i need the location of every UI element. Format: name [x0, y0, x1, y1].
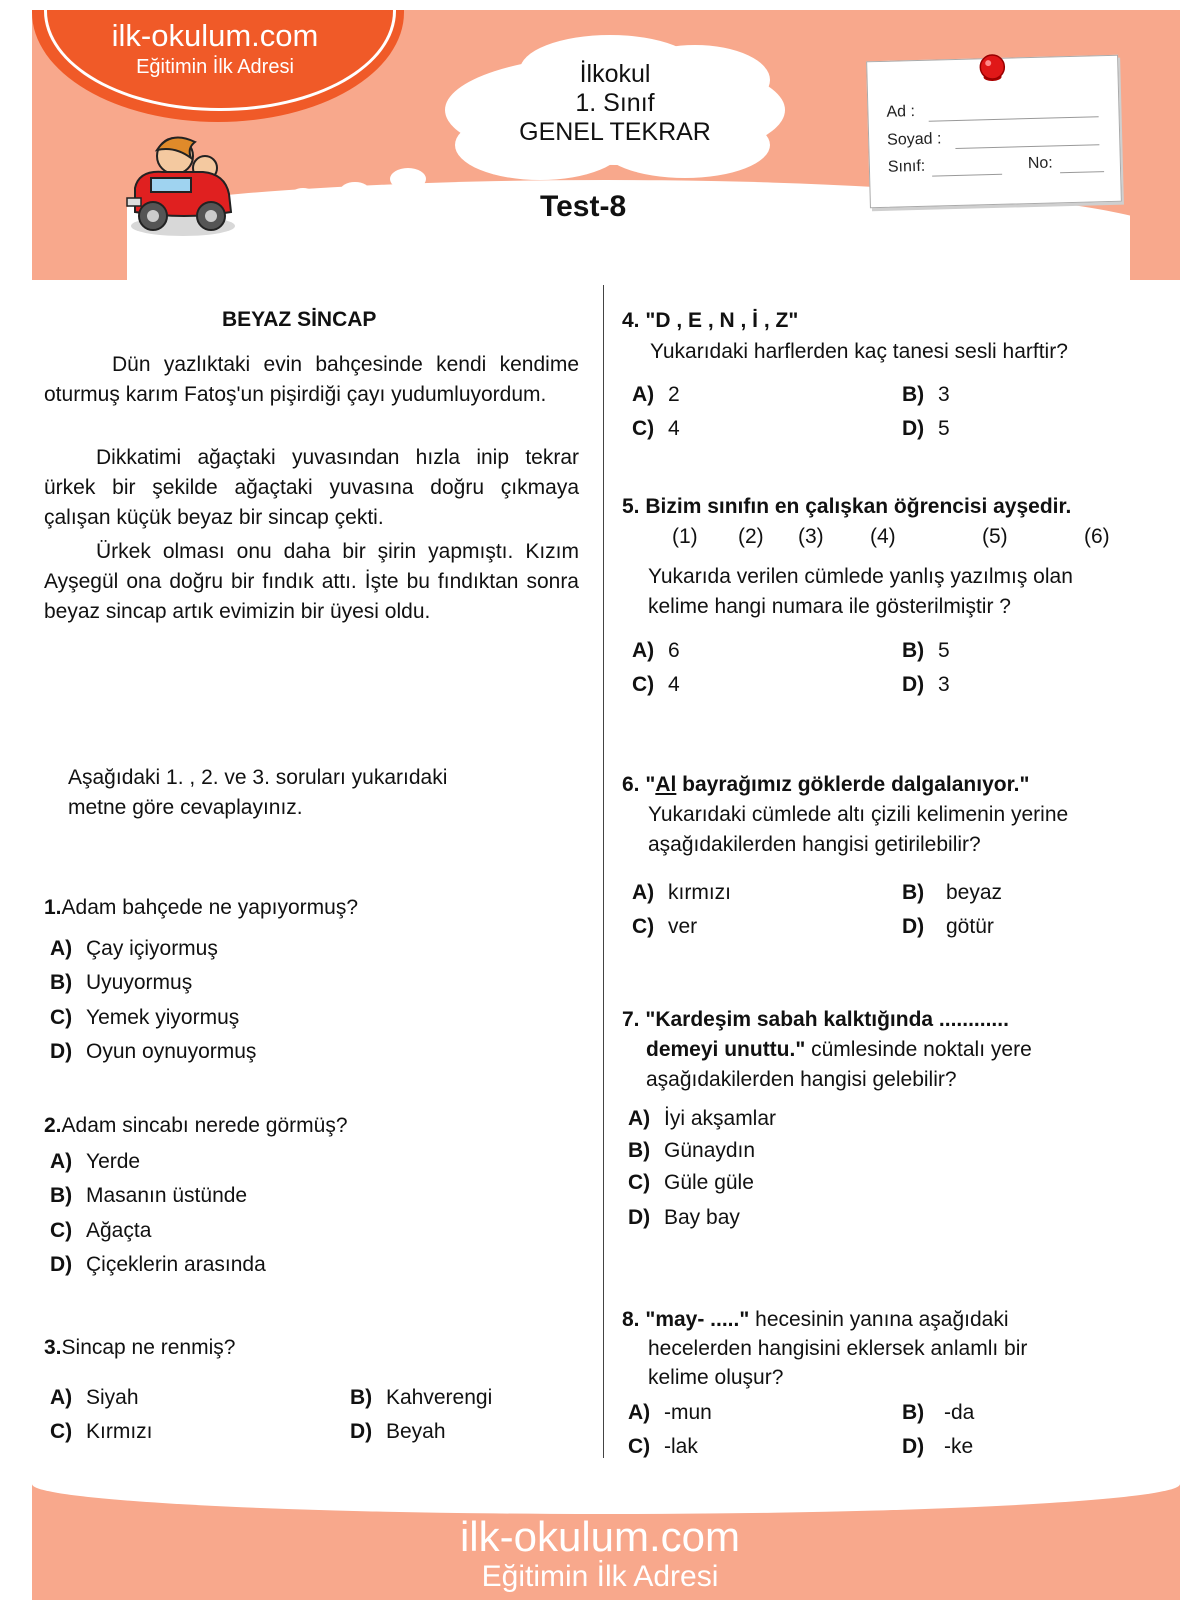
- option-text: Bay bay: [664, 1206, 740, 1229]
- option-text: Ağaçta: [86, 1219, 152, 1242]
- option-2c[interactable]: [50, 1216, 151, 1246]
- option-6c[interactable]: [632, 912, 697, 942]
- option-text: Uyuyormuş: [86, 971, 193, 994]
- option-label: D): [350, 1420, 373, 1443]
- option-label: B): [902, 639, 925, 662]
- option-text: 3: [938, 673, 950, 696]
- option-text: 2: [668, 383, 680, 406]
- word-marker: (4): [870, 525, 896, 548]
- option-3a[interactable]: [50, 1383, 139, 1413]
- option-label: A): [632, 383, 655, 406]
- option-label: D): [902, 417, 925, 440]
- word-marker: (2): [738, 525, 764, 548]
- question-head: "D , E , N , İ , Z": [645, 309, 799, 332]
- question-text: Yukarıdaki cümlede altı çizili kelimenin yerine: [648, 803, 1069, 826]
- question-text: cümlesinde noktalı yere: [805, 1038, 1032, 1061]
- option-text: -mun: [664, 1401, 712, 1424]
- question-number: 2.: [44, 1114, 62, 1137]
- number-field-label: No:: [1027, 154, 1053, 173]
- grade-label: 1. Sınıf: [575, 89, 655, 117]
- option-8c[interactable]: [628, 1432, 698, 1462]
- question-text: hecelerden hangisini eklersek anlamlı bir: [648, 1337, 1028, 1360]
- option-label: A): [50, 1386, 73, 1409]
- thought-bubble-dot: [390, 168, 426, 190]
- option-1c[interactable]: [50, 1003, 239, 1033]
- question-4-head: [622, 306, 798, 336]
- question-text: kelime oluşur?: [648, 1366, 784, 1389]
- pushpin-icon: [972, 51, 1013, 92]
- surname-field-label: Soyad :: [886, 130, 942, 149]
- option-label: B): [50, 1184, 73, 1207]
- option-4b[interactable]: [902, 380, 950, 410]
- option-label: A): [632, 639, 655, 662]
- option-6d[interactable]: [902, 912, 994, 942]
- option-7c[interactable]: [628, 1168, 754, 1198]
- option-2b[interactable]: [50, 1181, 247, 1211]
- question-text: hecesinin yanına aşağıdaki: [749, 1308, 1009, 1331]
- option-label: C): [628, 1435, 651, 1458]
- option-text: Günaydın: [664, 1139, 756, 1162]
- option-label: A): [628, 1401, 651, 1424]
- story-paragraph: Dün yazlıktaki evin bahçesinde kendi kendime oturmuş karım Fatoş'un pişirdiği çayı yudumluyordum.: [44, 353, 579, 406]
- question-text: Sincap ne renmiş?: [61, 1336, 236, 1359]
- question-number: 4.: [622, 309, 640, 332]
- option-text: Kırmızı: [86, 1420, 153, 1443]
- option-4c[interactable]: [632, 414, 680, 444]
- question-head: Bizim sınıfın en çalışkan öğrencisi ayşedir.: [645, 495, 1072, 518]
- option-label: D): [902, 915, 925, 938]
- instruction-line: metne göre cevaplayınız.: [68, 796, 303, 819]
- question-text: kelime hangi numara ile gösterilmiştir ?: [648, 595, 1011, 618]
- option-text: Çiçeklerin arasında: [86, 1253, 266, 1276]
- option-label: A): [50, 937, 73, 960]
- question-2: [44, 1111, 348, 1141]
- class-field-label: Sınıf:: [887, 157, 926, 176]
- surname-field-line[interactable]: [955, 144, 1099, 149]
- option-label: C): [632, 673, 655, 696]
- option-3d[interactable]: [350, 1417, 446, 1447]
- word-marker: (1): [672, 525, 698, 548]
- column-divider: [603, 285, 604, 1458]
- thought-bubble-dot: [245, 200, 267, 214]
- question-6-head: [622, 770, 1029, 800]
- option-text: ver: [668, 915, 698, 938]
- name-field-label: Ad :: [886, 103, 916, 121]
- option-label: A): [632, 881, 655, 904]
- number-field-line[interactable]: [1060, 171, 1104, 173]
- option-text: 3: [938, 383, 950, 406]
- name-field-line[interactable]: [929, 116, 1099, 121]
- car-illustration-icon: [125, 128, 240, 246]
- student-info-card: [866, 55, 1122, 209]
- option-1a[interactable]: [50, 934, 218, 964]
- option-label: D): [902, 1435, 925, 1458]
- option-4a[interactable]: [632, 380, 680, 410]
- option-label: C): [50, 1219, 73, 1242]
- option-text: Kahverengi: [386, 1386, 493, 1409]
- question-head: "Kardeşim sabah kalktığında ............: [645, 1008, 1009, 1031]
- option-5d[interactable]: [902, 670, 950, 700]
- question-number: 7.: [622, 1008, 640, 1031]
- option-label: D): [902, 673, 925, 696]
- option-1b[interactable]: [50, 968, 192, 998]
- option-text: -ke: [944, 1435, 974, 1458]
- question-number: 5.: [622, 495, 640, 518]
- option-text: Yerde: [86, 1150, 141, 1173]
- story-paragraph: Ürkek olması onu daha bir şirin yapmıştı. Kızım Ayşegül ona doğru bir fındık attı. İşte bu fındıktan sonra beyaz sincap artık evimizin bir üyesi oldu.: [44, 540, 579, 623]
- option-text: Yemek yiyormuş: [86, 1006, 240, 1029]
- option-7d[interactable]: [628, 1203, 740, 1233]
- question-8-head: [622, 1305, 1009, 1335]
- question-5-head: [622, 492, 1071, 522]
- option-text: 6: [668, 639, 680, 662]
- option-text: 5: [938, 639, 950, 662]
- story-title: BEYAZ SİNCAP: [222, 308, 377, 331]
- question-number: 3.: [44, 1336, 62, 1359]
- option-text: 4: [668, 673, 680, 696]
- school-level: İlkokul: [579, 60, 651, 88]
- question-head-line2: [646, 1035, 1032, 1065]
- option-text: götür: [946, 915, 994, 938]
- question-head: demeyi unuttu.": [646, 1038, 806, 1061]
- question-text: aşağıdakilerden hangisi getirilebilir?: [648, 833, 981, 856]
- word-marker: (3): [798, 525, 824, 548]
- option-label: D): [628, 1206, 651, 1229]
- option-1d[interactable]: [50, 1037, 256, 1067]
- option-label: C): [50, 1420, 73, 1443]
- topic-title: GENEL TEKRAR: [519, 118, 711, 146]
- option-8d[interactable]: [902, 1432, 973, 1462]
- question-head: bayrağımız göklerde dalgalanıyor.": [676, 773, 1030, 796]
- story-paragraph: Dikkatimi ağaçtaki yuvasından hızla inip tekrar ürkek bir şekilde ağaçtaki yuvasına doğru çıkmaya çalışan küçük beyaz bir sincap çekti.: [44, 446, 579, 529]
- option-label: B): [628, 1139, 651, 1162]
- option-label: B): [350, 1386, 373, 1409]
- question-head: "may- .....": [645, 1308, 750, 1331]
- logo-subtitle: Eğitimin İlk Adresi: [136, 56, 294, 78]
- option-4d[interactable]: [902, 414, 950, 444]
- option-text: -lak: [664, 1435, 698, 1458]
- option-label: A): [628, 1107, 651, 1130]
- question-text: aşağıdakilerden hangisi gelebilir?: [646, 1068, 957, 1091]
- underlined-word: Al: [655, 773, 677, 796]
- question-text: Yukarıdaki harflerden kaç tanesi sesli harftir?: [650, 340, 1068, 363]
- option-text: Siyah: [86, 1386, 139, 1409]
- option-text: Oyun oynuyormuş: [86, 1040, 257, 1063]
- question-3: [44, 1333, 235, 1363]
- thought-bubble-dot: [340, 182, 370, 200]
- header-right-strip: [1130, 200, 1180, 280]
- option-label: A): [50, 1150, 73, 1173]
- option-text: Beyah: [386, 1420, 446, 1443]
- option-label: C): [632, 915, 655, 938]
- option-5a[interactable]: [632, 636, 680, 666]
- question-head: ": [645, 773, 656, 796]
- class-field-line[interactable]: [932, 174, 1002, 177]
- footer-site[interactable]: ilk-okulum.com: [459, 1513, 741, 1560]
- header-left-strip: [32, 200, 127, 280]
- option-5b[interactable]: [902, 636, 950, 666]
- option-text: Masanın üstünde: [86, 1184, 248, 1207]
- option-text: beyaz: [946, 881, 1003, 904]
- option-text: Çay içiyormuş: [86, 937, 218, 960]
- option-text: 4: [668, 417, 680, 440]
- footer-slogan: Eğitimin İlk Adresi: [481, 1560, 719, 1593]
- option-text: -da: [944, 1401, 975, 1424]
- option-text: kırmızı: [668, 881, 731, 904]
- option-label: B): [902, 383, 925, 406]
- question-number: 8.: [622, 1308, 640, 1331]
- question-1: [44, 893, 358, 923]
- question-number: 1.: [44, 896, 62, 919]
- option-7a[interactable]: [628, 1104, 776, 1134]
- instruction-line: Aşağıdaki 1. , 2. ve 3. soruları yukarıdaki: [68, 766, 448, 789]
- option-3b[interactable]: [350, 1383, 492, 1413]
- question-text: Adam bahçede ne yapıyormuş?: [61, 896, 359, 919]
- question-text: Yukarıda verilen cümlede yanlış yazılmış olan: [648, 565, 1073, 588]
- option-label: B): [902, 1401, 925, 1424]
- test-title: Test-8: [540, 190, 627, 223]
- option-6a[interactable]: [632, 878, 731, 908]
- logo-title: ilk-okulum.com: [111, 18, 319, 53]
- option-text: İyi akşamlar: [664, 1107, 777, 1130]
- option-label: C): [628, 1171, 651, 1194]
- word-marker: (6): [1084, 525, 1110, 548]
- option-7b[interactable]: [628, 1136, 755, 1166]
- option-2a[interactable]: [50, 1147, 140, 1177]
- option-6b[interactable]: [902, 878, 1002, 908]
- option-label: C): [50, 1006, 73, 1029]
- option-8a[interactable]: [628, 1398, 712, 1428]
- option-3c[interactable]: [50, 1417, 153, 1447]
- option-label: D): [50, 1253, 73, 1276]
- thought-bubble-dot: [290, 188, 316, 204]
- option-label: D): [50, 1040, 73, 1063]
- question-number: 6.: [622, 773, 640, 796]
- option-text: Güle güle: [664, 1171, 754, 1194]
- option-8b[interactable]: [902, 1398, 974, 1428]
- word-marker: (5): [982, 525, 1008, 548]
- option-label: C): [632, 417, 655, 440]
- option-2d[interactable]: [50, 1250, 266, 1280]
- option-label: B): [902, 881, 925, 904]
- question-7-head: [622, 1005, 1009, 1035]
- option-5c[interactable]: [632, 670, 680, 700]
- question-text: Adam sincabı nerede görmüş?: [61, 1114, 348, 1137]
- option-label: B): [50, 971, 73, 994]
- option-text: 5: [938, 417, 950, 440]
